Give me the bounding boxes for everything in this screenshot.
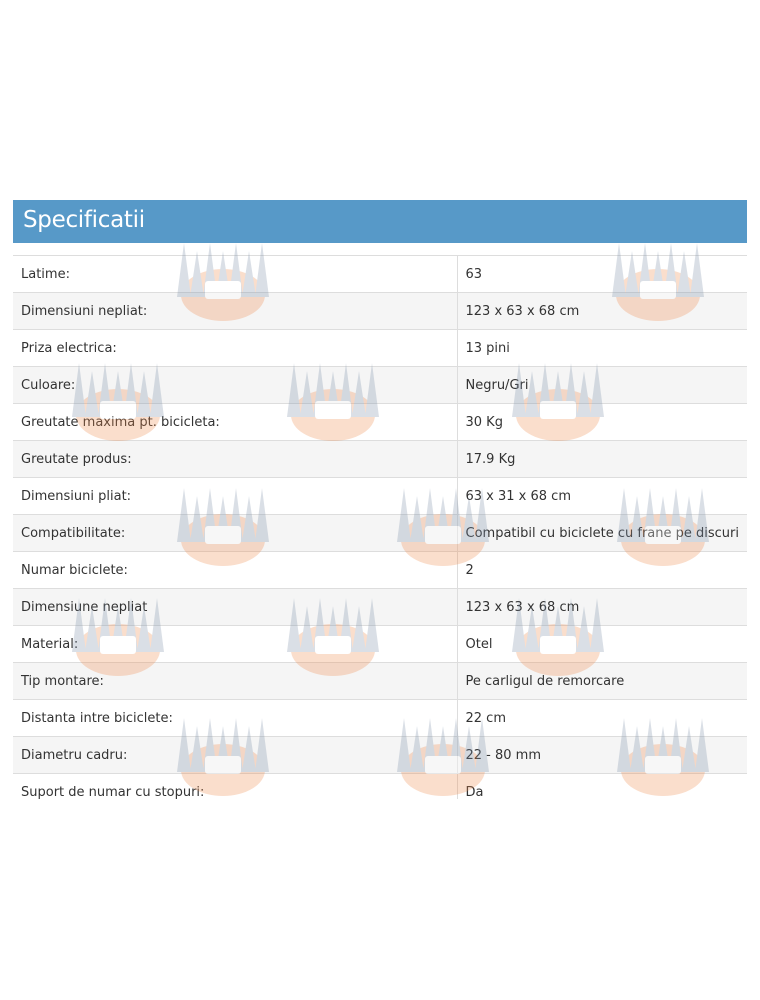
spec-label: Suport de numar cu stopuri: [13,774,457,800]
spec-row [13,293,747,330]
spec-row [13,404,747,441]
spec-row [13,441,747,478]
spec-label: Diametru cadru: [13,737,457,774]
spec-label: Dimensiune nepliat [13,589,457,626]
spec-value: 63 x 31 x 68 cm [457,478,747,515]
spec-row [13,478,747,515]
spec-value: 123 x 63 x 68 cm [457,589,747,626]
spec-label: Numar biciclete: [13,552,457,589]
spec-label: Dimensiuni nepliat: [13,293,457,330]
spec-value: 2 [457,552,747,589]
spec-row [13,515,747,552]
spec-label: Dimensiuni pliat: [13,478,457,515]
spec-row [13,774,747,800]
spec-label: Priza electrica: [13,330,457,367]
spec-label: Tip montare: [13,663,457,700]
spec-value: 13 pini [457,330,747,367]
spec-row [13,626,747,663]
spec-row [13,552,747,589]
spec-row [13,700,747,737]
specifications-table-body [13,256,747,800]
spec-label: Compatibilitate: [13,515,457,552]
spec-value: Compatibil cu biciclete cu frane pe discuri [457,515,747,552]
spec-value: Negru/Gri [457,367,747,404]
spec-row [13,330,747,367]
spec-value: 123 x 63 x 68 cm [457,293,747,330]
spec-label: Latime: [13,256,457,293]
spec-row [13,737,747,774]
specifications-table [13,255,747,799]
spec-value: 63 [457,256,747,293]
spec-label: Greutate maxima pt. bicicleta: [13,404,457,441]
spec-label: Culoare: [13,367,457,404]
spec-value: 22 - 80 mm [457,737,747,774]
spec-value: Pe carligul de remorcare [457,663,747,700]
spec-label: Material: [13,626,457,663]
spec-row [13,256,747,293]
spec-value: 17.9 Kg [457,441,747,478]
spec-row [13,663,747,700]
spec-row [13,367,747,404]
specifications-header [13,200,747,243]
section-title: Specificatii [23,207,145,233]
spec-value: 30 Kg [457,404,747,441]
spec-value: Da [457,774,747,800]
specifications-section [13,200,747,799]
spec-row [13,589,747,626]
spec-value: 22 cm [457,700,747,737]
spec-value: Otel [457,626,747,663]
spec-label: Greutate produs: [13,441,457,478]
spec-label: Distanta intre biciclete: [13,700,457,737]
